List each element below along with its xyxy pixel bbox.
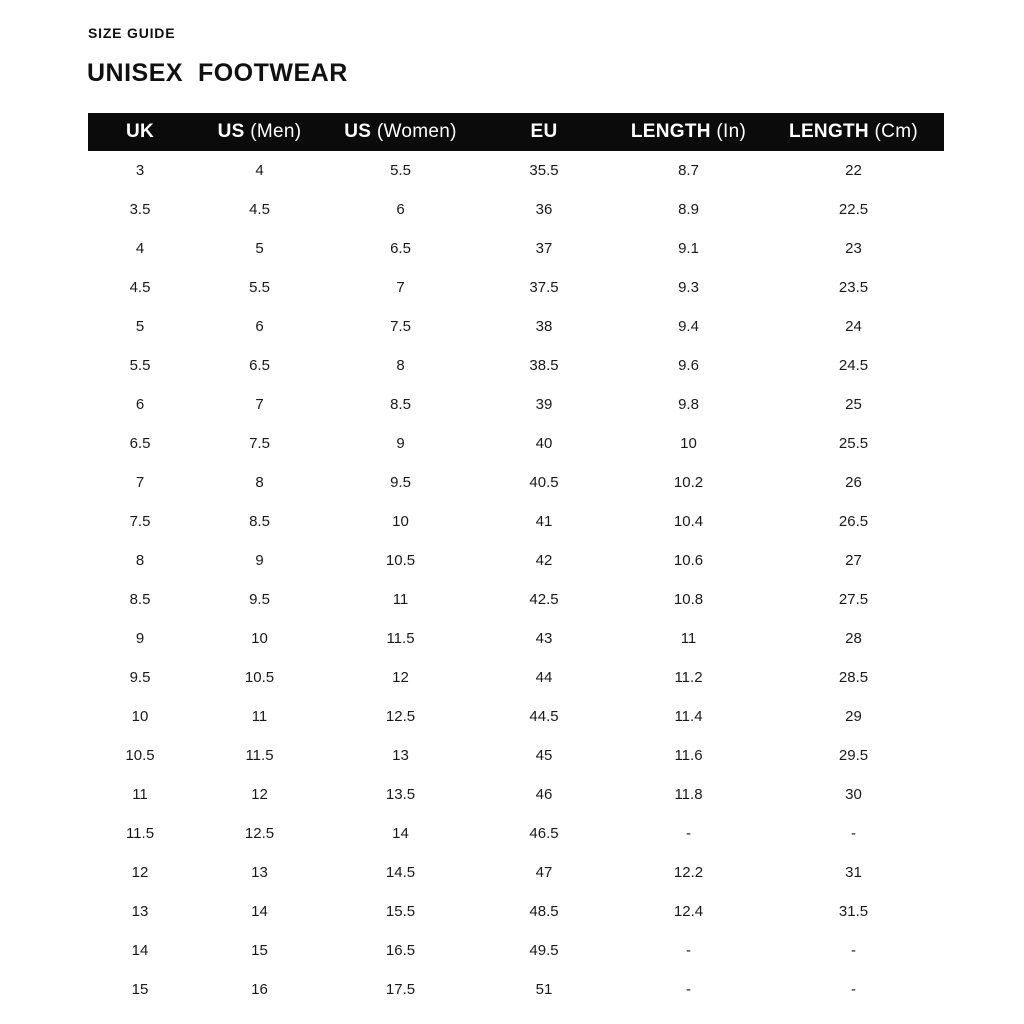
table-row — [88, 268, 944, 307]
size-cell: 17.5 — [385, 981, 416, 998]
size-cell: 5 — [135, 318, 145, 335]
size-cell: 37 — [535, 240, 553, 257]
size-cell: 5 — [255, 240, 264, 257]
size-cell: - — [686, 981, 691, 998]
size-cell: 7.5 — [249, 435, 270, 452]
column-header-us-women-bold: US — [344, 121, 372, 142]
size-cell: 11 — [392, 591, 409, 608]
table-row — [88, 970, 944, 1009]
size-cell: 10 — [680, 435, 697, 452]
size-cell: 6.5 — [249, 357, 270, 374]
size-conversion-table — [88, 113, 944, 1009]
size-cell: 11.8 — [674, 786, 703, 803]
table-row — [88, 229, 944, 268]
size-table-header — [88, 113, 944, 151]
size-cell: - — [686, 942, 691, 959]
table-row — [88, 151, 944, 190]
size-cell: 8.5 — [390, 396, 411, 413]
size-cell: 46 — [535, 786, 553, 803]
size-cell: 11.6 — [674, 747, 703, 764]
size-cell: 22 — [845, 162, 862, 179]
size-cell: 9 — [255, 552, 264, 569]
size-cell: 38 — [535, 318, 553, 335]
size-cell: 35.5 — [529, 162, 559, 179]
size-cell: 49.5 — [529, 942, 559, 959]
size-cell: 22.5 — [838, 201, 869, 218]
table-row — [88, 775, 944, 814]
size-guide-eyebrow: SIZE GUIDE — [88, 25, 176, 41]
size-cell: 14 — [131, 942, 149, 959]
size-cell: 16 — [251, 981, 268, 998]
size-cell: 6 — [135, 396, 145, 413]
size-cell: 10.4 — [673, 513, 704, 530]
size-cell: 36 — [535, 201, 553, 218]
size-cell: 12 — [251, 786, 268, 803]
size-cell: 51 — [535, 981, 553, 998]
size-cell: 11.2 — [674, 669, 703, 686]
size-cell: 6.5 — [390, 240, 411, 257]
table-row — [88, 658, 944, 697]
size-cell: 10.8 — [673, 591, 704, 608]
size-cell: 12.5 — [385, 708, 416, 725]
column-header-length-in — [614, 113, 763, 151]
column-header-eu — [474, 113, 614, 151]
size-cell: 26.5 — [838, 513, 869, 530]
size-cell: 9.6 — [678, 357, 699, 374]
column-header-length-in-bold: LENGTH — [630, 121, 711, 142]
size-cell: 7 — [255, 396, 264, 413]
size-cell: - — [851, 825, 856, 842]
size-cell: 11.4 — [674, 708, 703, 725]
column-header-uk-bold: UK — [125, 121, 155, 142]
size-cell: - — [851, 942, 856, 959]
size-cell: 6.5 — [129, 435, 151, 452]
size-cell: 45 — [535, 747, 553, 764]
column-header-length-in-normal: (In) — [716, 121, 747, 142]
size-cell: 11 — [680, 630, 697, 647]
size-cell: 10.5 — [385, 552, 416, 569]
size-cell: 29.5 — [838, 747, 869, 764]
size-cell: 13 — [251, 864, 268, 881]
size-cell: 6 — [396, 201, 405, 218]
size-cell: 30 — [845, 786, 862, 803]
size-cell: 37.5 — [529, 279, 559, 296]
size-cell: 9.4 — [678, 318, 699, 335]
size-cell: 31 — [845, 864, 862, 881]
size-cell: 24.5 — [838, 357, 869, 374]
table-row — [88, 502, 944, 541]
size-cell: - — [686, 825, 691, 842]
size-cell: 5.5 — [249, 279, 270, 296]
size-cell: 38.5 — [529, 357, 559, 374]
table-row — [88, 541, 944, 580]
size-cell: 8 — [396, 357, 405, 374]
size-cell: 23 — [845, 240, 862, 257]
size-cell: 10 — [392, 513, 409, 530]
size-cell: 12.4 — [673, 903, 704, 920]
size-cell: 9.5 — [129, 669, 151, 686]
size-cell: 14 — [392, 825, 409, 842]
column-header-us-men-bold: US — [217, 121, 245, 142]
size-cell: 12 — [131, 864, 149, 881]
size-cell: 11.5 — [125, 825, 155, 842]
size-cell: 5.5 — [129, 357, 151, 374]
size-cell: 27.5 — [838, 591, 869, 608]
size-cell: 8.9 — [678, 201, 699, 218]
size-cell: 47 — [535, 864, 553, 881]
size-cell: 4.5 — [249, 201, 270, 218]
size-cell: 7.5 — [390, 318, 411, 335]
table-row — [88, 619, 944, 658]
size-cell: 42.5 — [529, 591, 559, 608]
size-cell: 42 — [535, 552, 553, 569]
size-cell: 7 — [396, 279, 405, 296]
size-cell: 9.5 — [249, 591, 270, 608]
size-cell: 12.2 — [673, 864, 704, 881]
size-table-body — [88, 151, 944, 1009]
size-cell: 6 — [255, 318, 264, 335]
table-row — [88, 697, 944, 736]
table-row — [88, 892, 944, 931]
size-cell: 25 — [845, 396, 862, 413]
size-cell: 10 — [131, 708, 149, 725]
size-cell: 31.5 — [838, 903, 869, 920]
size-cell: 10.5 — [244, 669, 275, 686]
size-cell: 10 — [251, 630, 268, 647]
size-cell: 8.5 — [129, 591, 151, 608]
table-row — [88, 385, 944, 424]
size-cell: 3.5 — [129, 201, 151, 218]
table-row — [88, 190, 944, 229]
size-cell: 9 — [396, 435, 405, 452]
size-cell: 7.5 — [129, 513, 151, 530]
size-cell: 10.5 — [125, 747, 155, 764]
table-row — [88, 814, 944, 853]
size-cell: 9.3 — [678, 279, 699, 296]
size-cell: 8.5 — [249, 513, 270, 530]
size-cell: 15 — [251, 942, 268, 959]
table-row — [88, 346, 944, 385]
size-cell: 8 — [255, 474, 264, 491]
size-cell: 15 — [131, 981, 149, 998]
size-cell: 26 — [845, 474, 862, 491]
size-cell: 13.5 — [385, 786, 416, 803]
size-cell: 39 — [535, 396, 553, 413]
size-cell: 11.5 — [386, 630, 415, 647]
size-cell: 13 — [131, 903, 149, 920]
size-cell: 48.5 — [529, 903, 559, 920]
table-row — [88, 931, 944, 970]
column-header-us-men-normal: (Men) — [250, 121, 302, 142]
size-cell: 5.5 — [390, 162, 411, 179]
header-row — [88, 113, 944, 151]
size-cell: 8 — [135, 552, 145, 569]
column-header-length-cm — [763, 113, 944, 151]
size-cell: 4.5 — [129, 279, 151, 296]
column-header-us-men — [192, 113, 327, 151]
size-cell: 11 — [251, 708, 268, 725]
size-cell: 46.5 — [529, 825, 559, 842]
size-cell: 7 — [135, 474, 145, 491]
table-row — [88, 580, 944, 619]
size-cell: 3 — [135, 162, 145, 179]
column-header-uk — [88, 113, 192, 151]
table-row — [88, 736, 944, 775]
size-cell: 9.5 — [390, 474, 411, 491]
size-cell: 25.5 — [838, 435, 869, 452]
size-cell: 15.5 — [385, 903, 416, 920]
size-cell: 40 — [535, 435, 553, 452]
size-cell: 11.5 — [245, 747, 274, 764]
size-cell: 4 — [255, 162, 264, 179]
size-cell: 43 — [535, 630, 553, 647]
table-row — [88, 853, 944, 892]
size-cell: 13 — [392, 747, 409, 764]
size-cell: 14 — [251, 903, 268, 920]
size-cell: 4 — [135, 240, 145, 257]
size-cell: 41 — [535, 513, 553, 530]
size-cell: 10.6 — [673, 552, 704, 569]
column-header-length-cm-normal: (Cm) — [874, 121, 918, 142]
size-cell: 28 — [845, 630, 862, 647]
column-header-us-women — [327, 113, 474, 151]
size-cell: 24 — [845, 318, 862, 335]
column-header-us-women-normal: (Women) — [376, 121, 457, 142]
size-cell: - — [851, 981, 856, 998]
size-cell: 9.8 — [678, 396, 699, 413]
size-cell: 9.1 — [678, 240, 699, 257]
column-header-length-cm-bold: LENGTH — [789, 121, 869, 142]
size-cell: 29 — [845, 708, 862, 725]
size-cell: 12 — [392, 669, 409, 686]
size-cell: 8.7 — [678, 162, 699, 179]
table-row — [88, 424, 944, 463]
table-row — [88, 463, 944, 502]
size-cell: 28.5 — [838, 669, 869, 686]
size-cell: 12.5 — [244, 825, 275, 842]
size-cell: 14.5 — [385, 864, 416, 881]
size-cell: 44 — [535, 669, 553, 686]
table-row — [88, 307, 944, 346]
size-cell: 16.5 — [385, 942, 416, 959]
size-cell: 27 — [845, 552, 862, 569]
size-cell: 40.5 — [529, 474, 559, 491]
size-cell: 23.5 — [838, 279, 869, 296]
column-header-eu-bold: EU — [530, 121, 558, 142]
size-cell: 10.2 — [673, 474, 704, 491]
page-title: UNISEX FOOTWEAR — [87, 59, 348, 87]
size-cell: 44.5 — [529, 708, 559, 725]
size-cell: 11 — [132, 786, 148, 803]
size-cell: 9 — [135, 630, 145, 647]
